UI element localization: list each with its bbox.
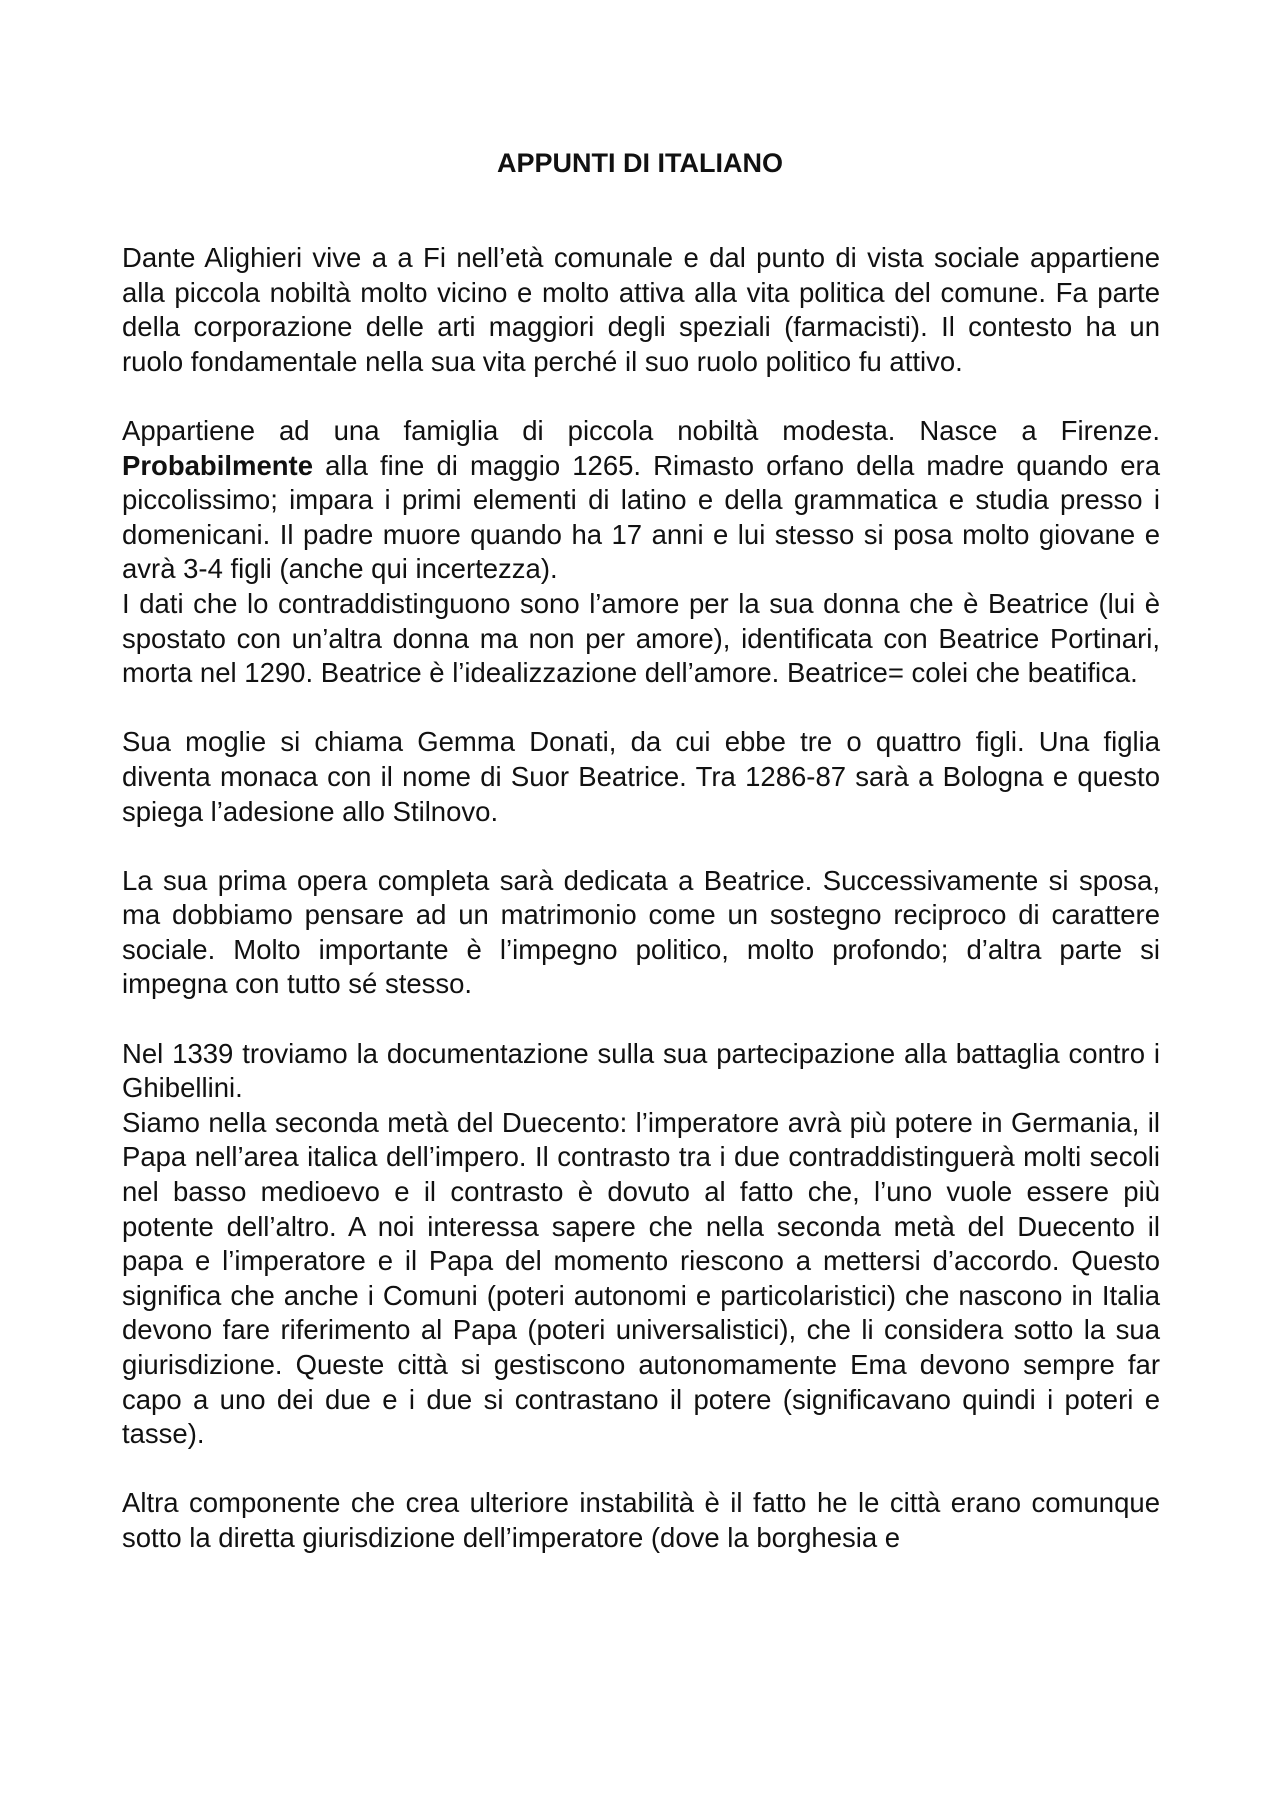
bold-term: Probabilmente	[122, 449, 314, 481]
paragraph-biography-rest: alla fine di maggio 1265. Rimasto orfano della madre quando era piccolissimo; impara i primi elementi di latino e della grammatica e studia presso i domenicani. Il padre muore quando ha 17 anni e lui stesso si posa molto giovane e avrà 3-4 figli (anche qui incertezza).	[122, 449, 1160, 585]
paragraph-instability: Altra componente che crea ulteriore instabilità è il fatto he le città erano comunque sotto la diretta giurisdizione dell’imperatore (dove la borghesia e	[122, 1487, 1160, 1553]
paragraph-biography	[122, 414, 1160, 587]
paragraph-beatrice: I dati che lo contraddistinguono sono l’amore per la sua donna che è Beatrice (lui è spostato con un’altra donna ma non per amore), identificata con Beatrice Portinari, morta nel 1290. Beatrice è l’idealizzazione dell’amore. Beatrice= colei che beatifica.	[122, 587, 1160, 689]
paragraph-wife: Sua moglie si chiama Gemma Donati, da cui ebbe tre o quattro figli. Una figlia diventa monaca con il nome di Suor Beatrice. Tra 1286-87 sarà a Bologna e questo spiega l’adesione allo Stilnovo.	[122, 726, 1160, 827]
page-title: APPUNTI DI ITALIANO	[497, 148, 783, 178]
document-body	[122, 241, 1160, 1556]
paragraph-biography-lead: Appartiene ad una famiglia di piccola nobiltà modesta. Nasce a Firenze.	[122, 414, 1160, 446]
paragraph-first-work: La sua prima opera completa sarà dedicata a Beatrice. Successivamente si sposa, ma dobbiamo pensare ad un matrimonio come un sostegno reciproco di carattere sociale. Molto importante è l’impegno politico, molto profondo; d’altra parte si impegna con tutto sé stesso.	[122, 864, 1160, 1000]
paragraph-intro: Dante Alighieri vive a a Fi nell’età comunale e dal punto di vista sociale appartiene alla piccola nobiltà molto vicino e molto attiva alla vita politica del comune. Fa parte della corporazione delle arti maggiori degli speziali (farmacisti). Il contesto ha un ruolo fondamentale nella sua vita perché il suo ruolo politico fu attivo.	[122, 242, 1160, 377]
paragraph-battle: Nel 1339 troviamo la documentazione sulla sua partecipazione alla battaglia contro i Ghibellini.	[122, 1037, 1160, 1104]
paragraph-duecento: Siamo nella seconda metà del Duecento: l’imperatore avrà più potere in Germania, il Papa nell’area italica dell’impero. Il contrasto tra i due contraddistinguerà molti secoli nel basso medioevo e il contrasto è dovuto al fatto che, l’uno vuole essere più potente dell’altro. A noi interessa sapere che nella seconda metà del Duecento il papa e l’imperatore e il Papa del momento riescono a mettersi d’accordo. Questo significa che anche i Comuni (poteri autonomi e particolaristici) che nascono in Italia devono fare riferimento al Papa (poteri universalistici), che li considera sotto la sua giurisdizione. Queste città si gestiscono autonomamente Ema devono sempre far capo a uno dei due e i due si contrastano il potere (significavano quindi i poteri e tasse).	[122, 1106, 1160, 1450]
